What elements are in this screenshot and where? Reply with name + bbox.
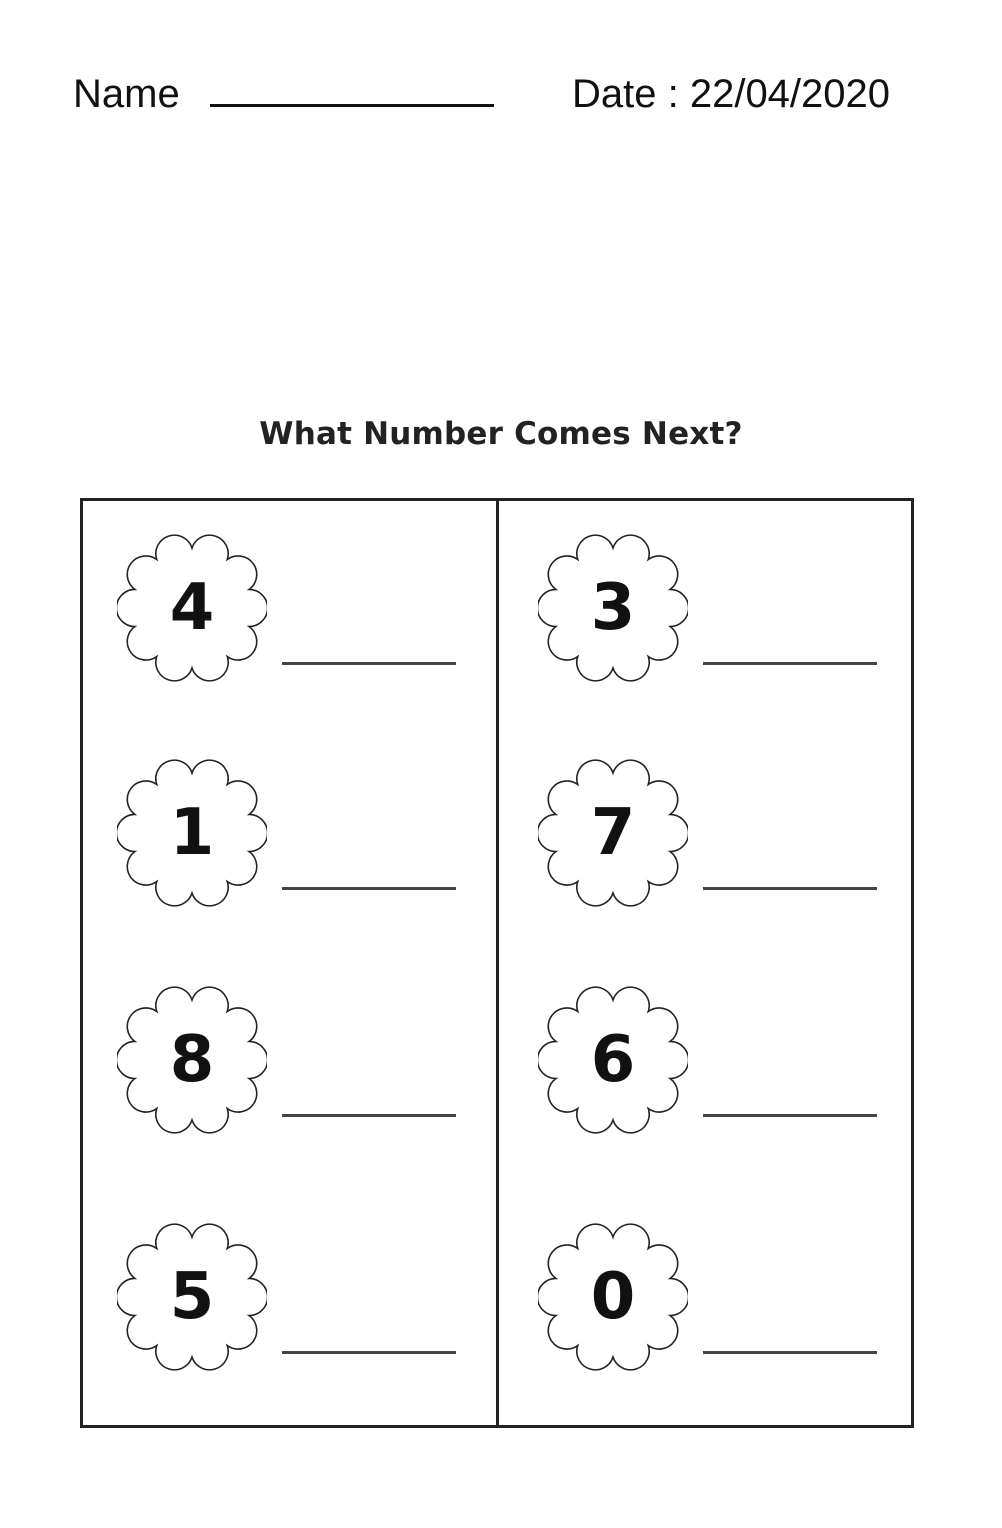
- date-text: Date : 22/04/2020: [572, 72, 891, 116]
- number-value: 0: [590, 1260, 636, 1334]
- name-label: Name: [73, 72, 180, 116]
- answer-blank-line[interactable]: [703, 887, 877, 890]
- worksheet-item: [117, 985, 477, 1145]
- answer-blank-line[interactable]: [282, 1351, 456, 1354]
- worksheet-item: [538, 1222, 898, 1382]
- worksheet-item: [538, 758, 898, 918]
- worksheet-title: What Number Comes Next?: [259, 416, 743, 452]
- number-value: 1: [169, 796, 215, 870]
- number-value: 6: [590, 1023, 636, 1097]
- number-value: 7: [590, 796, 636, 870]
- worksheet-item: [117, 758, 477, 918]
- answer-blank-line[interactable]: [703, 1114, 877, 1117]
- number-value: 3: [590, 571, 636, 645]
- answer-blank-line[interactable]: [282, 1114, 456, 1117]
- worksheet-item: [117, 1222, 477, 1382]
- worksheet-item: [538, 985, 898, 1145]
- answer-blank-line[interactable]: [282, 662, 456, 665]
- column-divider: [496, 498, 499, 1428]
- answer-blank-line[interactable]: [282, 887, 456, 890]
- number-value: 4: [169, 571, 215, 645]
- answer-blank-line[interactable]: [703, 662, 877, 665]
- number-value: 8: [169, 1023, 215, 1097]
- name-blank-line[interactable]: [210, 104, 494, 107]
- answer-blank-line[interactable]: [703, 1351, 877, 1354]
- worksheet-item: [117, 533, 477, 693]
- number-value: 5: [169, 1260, 215, 1334]
- worksheet-item: [538, 533, 898, 693]
